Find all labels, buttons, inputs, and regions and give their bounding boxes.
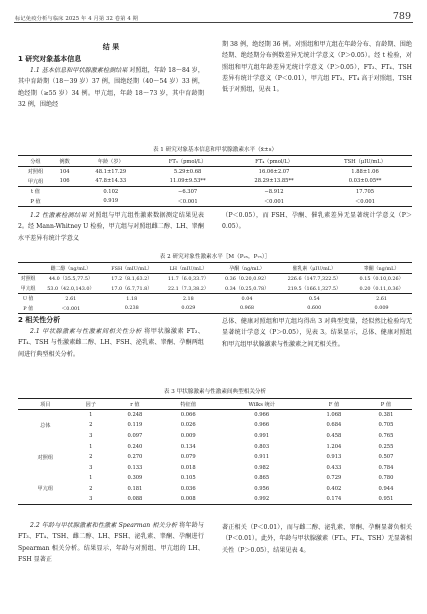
table3-group-label: 对照组 [37,454,54,461]
table2-header-cell: FSH（mIU/mL） [111,265,153,272]
table2-cell: 0.36（0.20,0.92） [224,276,269,283]
table3-cell: 1 [89,443,93,450]
table-row [18,177,412,187]
section-correlation: 2 相关性分析 [18,316,61,324]
table3-cell: 0.255 [378,443,394,450]
table3-cell: 0.784 [378,464,394,471]
table3-cell: 0.240 [127,443,143,450]
table3-header-cell: 因子 [85,401,96,408]
para-1-2-text: 对照组与甲亢组性激素数据测定结果见表 2。经 Mann-Whitney U 检验，甲亢组与对照组雌二醇、LH、睾酮水平差异有统计学意义 [18,212,204,242]
table3-cell: 0.507 [378,454,394,461]
right-column-mid [222,210,412,233]
table1-cell: 11.09±9.53** [169,178,206,185]
table3-header-cell: 特征值 [180,401,197,408]
table3-caption: 表 3 甲状腺激素与性激素间典型相关分析 [163,389,267,395]
table1-cell: 甲亢组 [27,178,44,185]
table2-cell: 22.1（7.3,38.2） [167,285,209,292]
para-1-1 [18,65,204,110]
table2-header-cell [18,263,38,274]
table1-cell: t 值 [31,189,40,196]
table3-cell: 0.036 [180,485,196,492]
para-1-2 [18,210,204,244]
table3-cell: 0.966 [254,422,270,429]
para-2-2 [18,520,204,565]
running-header: 标记免疫分析与临床 2025 年 4 月第 32 卷第 4 期 [15,16,138,22]
table2-cell: 0.600 [307,305,322,312]
table1-cell: 48.1±17.29 [95,168,127,175]
table2-header-cell: LH（mIU/mL） [169,265,208,272]
para-1-1-cont: 期 38 例，绝经期 36 例。对照组和甲亢组在年龄分布、育龄期、围绝经期、绝经期分布例数差异无统计学意义（P＞0.05）。经 t 检验，对照组和甲亢组年龄差异无统计学意义（P＞0.05），FT₃、FT₄、TSH 差异有统计学意义（P＜0.01），甲亢组 FT₃、FT₄ 高于对照组，TSH 低于对照组，见表 1。 [222,41,412,94]
table-row [18,420,412,431]
table-row [18,452,412,463]
para-1-2-lead: 1.2 性激素检测结果 [30,212,87,219]
table3-cell: 2 [89,485,93,492]
table1-cell: 17.705 [355,188,375,195]
table1-caption: 表 1 研究对象基本信息和甲状腺激素水平（x̄±s） [152,147,278,153]
table2-cell: 11.7（6.0,33.7） [167,276,209,283]
table-row [18,410,412,421]
table3-cell: 0.105 [180,475,196,482]
table3-cell: 0.911 [254,454,270,461]
table2-cell: U 值 [22,296,34,303]
table2-header-cell: 雌二醇（ng/mL） [50,265,91,272]
table3-cell: 3 [89,496,93,503]
table3-group-label: 总体 [40,423,51,430]
table3-cell: 0.119 [127,422,143,429]
table-row [18,187,412,197]
table1-cell: 0.102 [103,188,119,195]
table3-cell: 0.956 [254,485,270,492]
table1-header-cell: 分组 [30,158,41,165]
table-row [18,431,412,442]
table2-cell: 17.2（8.1,63.2） [111,276,153,283]
table2-cell: 17.0（6.7,71.8） [111,285,153,292]
section-results: 结 果 [102,43,120,51]
table1-cell: −6.307 [178,188,198,195]
para-2-1-cont: 总体、健康对照组和甲亢组均得出 3 对典型变量，经似然比检验均无显著统计学意义（P＞0.05），见表 3。结果显示，总体、健康对照组和甲亢组甲状腺激素与性激素之间无相关性。 [222,318,412,348]
table3-cell: 0.009 [180,432,196,439]
table1-cell: ＜0.001 [177,198,198,205]
section-subjects: 1 研究对象基本信息 [18,55,82,63]
table1-cell: 47.8±14.33 [95,178,127,185]
table3-cell: 0.982 [254,464,270,471]
table3-cell: 0.729 [326,475,342,482]
table3-cell: 0.174 [326,496,342,503]
table3-cell: 2 [89,422,93,429]
right-column-low [222,316,412,350]
table3-cell: 0.134 [180,443,196,450]
table2-cell: P 值 [23,305,34,312]
table2-header-cell: 睾酮（ng/mL） [363,265,400,272]
table2 [18,262,412,314]
para-2-2-lead: 2.2 年龄与甲状腺激素和性激素 Spearman 相关分析 [30,522,178,529]
table2-cell: 1.18 [126,295,138,302]
table3-cell: 0.991 [254,432,270,439]
table3-cell: 3 [89,432,93,439]
para-2-2-cont: 著正相关（P＜0.01），而与雌二醇、泌乳素、睾酮、孕酮显著负相关（P＜0.01）。此外，年龄与甲状腺激素（FT₃、FT₄、TSH）无显著相关性（P＞0.05），结果见表 4。 [222,524,412,554]
table3-cell: 1 [89,412,93,419]
table3-cell: 0.248 [127,412,143,419]
table3-cell: 0.066 [180,412,196,419]
table3-group-label: 甲亢组 [37,486,54,493]
table1-cell: 5.29±0.68 [173,168,202,175]
table1-cell: ＜0.001 [355,198,376,205]
table1-cell: 104 [59,168,70,175]
table2-cell: 对照组 [20,276,36,283]
table2-cell: 2.61 [65,295,77,302]
table1-cell: 对照组 [27,169,44,176]
table3 [18,398,412,505]
table-row [18,294,412,304]
table1-cell: 106 [59,178,70,185]
table3-cell: 0.765 [378,432,394,439]
table3-cell: 0.951 [378,496,394,503]
table1-cell: −8.912 [264,188,284,195]
table3-cell: 0.181 [127,485,143,492]
table3-header-cell: Wilks 统计 [248,401,275,408]
table1-cell [53,197,76,207]
table3-cell: 0.097 [127,432,143,439]
table1-header-cell: 例数 [59,158,70,165]
table3-cell: 0.944 [378,485,394,492]
table3-cell: 1.204 [326,443,342,450]
table2-header-cell: 孕酮（ng/mL） [229,265,265,272]
header-rule [14,22,413,23]
table3-cell: 0.270 [127,454,143,461]
para-1-1-lead: 1.1 基本信息和甲状腺激素检测结果 [30,67,128,74]
table3-cell: 0.008 [180,496,196,503]
table2-cell: 0.238 [124,305,139,312]
table3-cell: 0.966 [254,412,270,419]
table2-cell: 53.0（42.0,143.0） [47,285,95,292]
table1-header-cell: 年龄（岁） [97,158,124,165]
table-row [18,167,412,177]
table2-caption: 表 2 研究对象性激素水平［M（P₂₅，P₇₅）］ [159,254,271,260]
table2-cell: 226.6（147.7,322.5） [287,276,341,283]
table3-cell: 0.705 [378,422,394,429]
table3-cell: 0.684 [326,422,342,429]
table1-header [18,156,412,167]
table3-header-cell: P 值 [380,401,392,408]
para-2-2-text: 将年龄与 FT₃、FT₄、TSH、雌二醇、LH、FSH、泌乳素、睾酮、孕酮进行 Spearman 相关分析。结果显示，年龄与对照组、甲亢组的 LH、FSH 显著正 [18,522,204,563]
table2-cell: ＜0.001 [61,305,81,312]
left-column-bottom [18,520,204,565]
table3-cell: 0.803 [254,443,270,450]
table2-cell: 219.5（166.1,327.5） [287,285,341,292]
table3-cell: 0.381 [378,412,394,419]
right-column-intro [222,39,412,95]
table2-cell: 2.18 [182,295,194,302]
table1-cell: 28.29±13.85** [254,178,294,185]
left-column-mid [18,210,204,244]
page-number: 789 [392,11,411,22]
table3-header-cell: F 值 [328,401,340,408]
table-row [18,484,412,495]
table3-cell: 3 [89,464,93,471]
table3-header-cell: r 值 [130,401,140,408]
table3-cell: 0.088 [127,496,143,503]
table-row [18,441,412,452]
table3-cell: 0.458 [326,432,342,439]
table3-cell: 0.402 [326,485,342,492]
table1-cell [53,187,76,197]
table2-cell: 甲亢组 [20,285,36,292]
para-1-2-cont: （P＜0.05），而 FSH、孕酮、催乳素差异无显著统计学意义（P＞0.05）。 [222,212,412,231]
table-row [18,284,412,294]
table2-cell: 0.15（0.10,0.26） [359,276,404,283]
table2-header [18,263,412,274]
table2-header-cell: 催乳素（μIU/mL） [292,265,336,272]
table3-cell: 1.068 [326,412,342,419]
table3-cell: 0.309 [127,475,143,482]
table-row [18,462,412,473]
table3-cell: 2 [89,454,93,461]
left-column-intro [18,41,204,110]
table3-cell: 0.992 [254,496,270,503]
table3-cell: 0.026 [180,422,196,429]
table-row [18,494,412,505]
table1-cell: ＜0.001 [263,198,285,205]
table3-header [18,399,412,410]
table2-cell: 44.0（35.5,77.5） [48,276,93,283]
table3-cell: 0.913 [326,454,342,461]
table3-cell: 0.865 [254,475,270,482]
table-row [18,304,412,314]
table-row [18,473,412,484]
table2-cell: 0.34（0.25,0.78） [224,285,269,292]
table2-cell: 0.968 [239,305,254,312]
right-column-bottom [222,522,412,556]
table1-cell: 16.06±2.07 [258,168,290,175]
table-row [18,197,412,207]
para-2-1-text: 将甲状腺激素 FT₃、FT₄、TSH 与性激素雌二醇、LH、FSH、泌乳素、睾酮、孕酮两组间进行典型相关分析。 [18,328,204,358]
table1 [18,155,412,207]
table2-cell: 0.04 [241,295,253,302]
table2-cell: 0.20（0.11,0.36） [359,285,404,292]
table1-header-cell: FT₃（pmol/L） [168,158,207,165]
para-1-1-text: 对照组，年龄 18～84 岁，其中育龄期（18～39 岁）37 例，围绝经期（40～54 岁）33 例，绝经期（≥55 岁）34 例。甲亢组，年龄 18～73 岁，其中育龄期 32 例，围绝经 [18,67,204,108]
table1-cell: 0.03±0.05** [348,178,382,185]
table3-cell: 0.018 [180,464,196,471]
table1-header-cell: TSH（μIU/mL） [344,158,386,165]
table1-cell: P 值 [30,198,41,205]
table2-cell: 0.54 [308,295,320,302]
table2-cell: 0.029 [181,305,196,312]
table2-cell: 0.009 [374,305,389,312]
table3-cell: 0.433 [326,464,342,471]
table1-header-cell: FT₄（pmol/L） [255,158,293,165]
table2-cell: 2.61 [376,295,387,302]
table-row [18,274,412,284]
para-2-1 [18,326,204,360]
table3-header-cell: 项目 [40,401,51,408]
table3-cell: 0.780 [378,475,394,482]
table3-cell: 0.133 [127,464,143,471]
table3-cell: 0.079 [180,454,196,461]
para-2-1-lead: 2.1 甲状腺激素与性激素间相关性分析 [30,328,142,335]
table1-cell: 0.919 [103,198,119,205]
table1-cell: 1.88±1.06 [351,168,379,175]
table3-cell: 1 [89,475,93,482]
left-column-low [18,314,204,360]
